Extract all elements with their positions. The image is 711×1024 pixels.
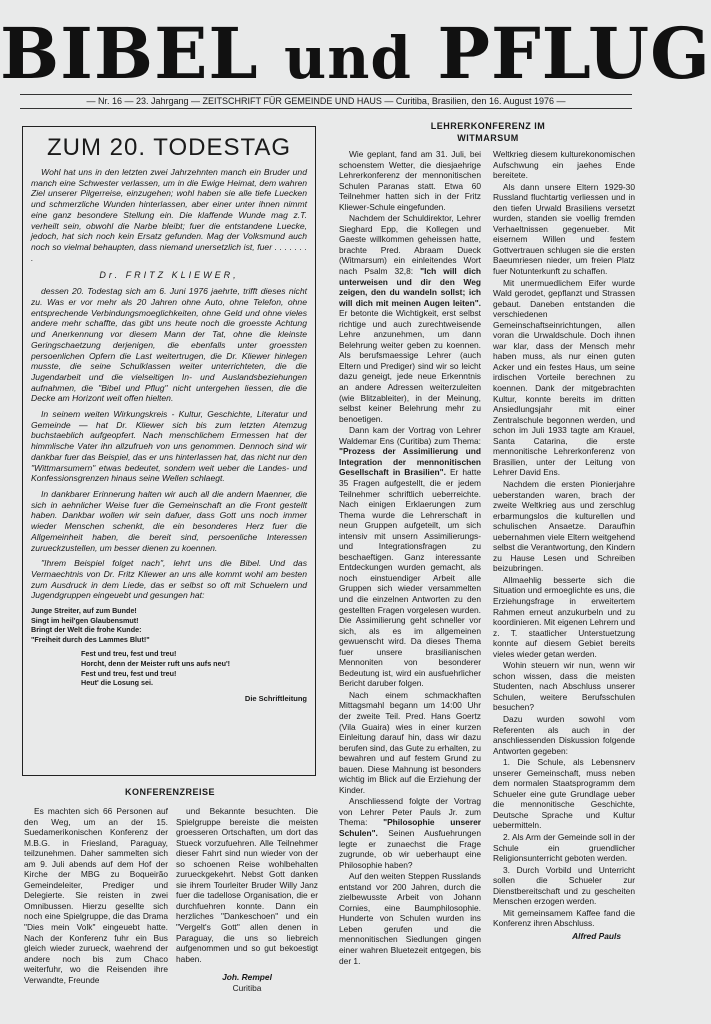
konferenzreise-paragraph: und Bekannte besuchten. Die Spielgruppe bereiste die meisten groesseren Ortschaften, um dort das Stueck vorzufuehren. Alle Teilnehmer dieser Fahrt sind nun wieder von der so schoenen Reise wohlbehalten zurueckgekehrt. Nebst Gott danken sie ihrem Tourleiter Bruder Willy Janz fuer die tadellose Organisation, die er durchfuehren konnte. Dann ein herzliches "Dankeschoen" und ein "Vergelt's Gott" allen denen in Paraguay, die uns so liebreich aufgenommen und so gut bekoestigt haben. (176, 806, 318, 964)
verse-line: Bringt der Welt die frohe Kunde: (31, 625, 142, 635)
dateline: — Nr. 16 — 23. Jahrgang — ZEITSCHRIFT FÜR GEMEINDE UND HAUS — Curitiba, Brasilien, den 16. August 1976 — (20, 94, 632, 109)
todestag-paragraph: In dankbarer Erinnerung halten wir auch all die andern Maenner, die sich in aehnlicher Weise fuer die Gemeinschaft an die Front gestellt haben. Dankbar wollen wir sein dafuer, dass Gott uns noch immer wieder Menschen schenkt, die ein besonderes Herz fuer die Allgemeinheit haben, die bereit sind, persoenliche Interessen zurueckzustellen, um besser dienen zu koennen. (31, 488, 307, 553)
verse-line: Fest und treu, fest und treu! (81, 649, 177, 659)
konferenzreise-sig-name: Joh. Rempel (222, 972, 272, 983)
lehrer-paragraph: Wie geplant, fand am 31. Juli, bei schoenstem Wetter, die diesjaehrige Lehrerkonferenz der mennonitischen Schulen Paranas statt. Etwa 60 Teilnehmer hatten sich in der Fritz Kliewer-Schule eingefunden. (339, 149, 481, 212)
lehrerkonferenz-title: LEHRERKONFERENZ IM WITMARSUM (430, 121, 546, 143)
lehrer-paragraph: Nach einem schmackhaften Mittagsmahl begann um 14:00 Uhr der zweite Teil. Pred. Hans Goertz (Vila Guaira) wies in einer kurzen Einleitung darauf hin, dass wir dazu berufen sind, das Gute zu erhalten, zu bewahren und auf festem Grund zu bauen. Diese Mahnung ist besonders wichtig im Blick auf die Erziehung der Kinder. (339, 689, 481, 795)
lehrer-paragraph: Nachdem der Schuldirektor, Lehrer Sieghard Epp, die Kollegen und Gaeste willkommen geheissen hatte, brachte Pred. Abraam Dueck (Witmarsum) ein einleitendes Wort nach Psalm 32,8: "Ich will dich unterweisen und dir den Weg zeigen, den du wandeln sollst; ich will dich mit meinen Augen leiten". Er betonte die Wichtigkeit, erst selbst richtige und auch zurechtweisende Lehre anzunehmen, um dann Belehrung weiter geben zu koennen. Als berufsmaessige Lehrer (auch Eltern und Prediger) sind wir so leicht dazu geneigt, jede neue Erkenntnis an andere Adressen weiterzuleiten (wie Blitzableiter), in der Meinung, selbst keiner Belehrung mehr zu benoetigen. (339, 213, 481, 424)
lehrer-paragraph: Weltkrieg diesem kulturekonomischen Aufschwung ein jaehes Ende bereitete. (493, 149, 635, 181)
lehrer-paragraph: Mit unermuedlichem Eifer wurde Wald gerodet, gepflanzt und Strassen gebaut. Daneben entstanden die verschiedenen Gemeinschaftseinrichtungen, allen voran die Urwaldschule. Doch ihnen war klar, dass der Mensch mehr haben muss, als nur einen guten Acker und ein festes Haus, um seine irdischen Vorteile berechnen zu koennen. Dank der mitgebrachten Kultur, konnte bereits im dritten Ansiedlungsjahr mit einer Zentralschule begonnen werden, und schon im Juli 1933 tagte am Krauel, Santa Catarina, die erste mennonitische Lehrerkonferenz von Brasilien, unter der Leitung von Lehrer David Ens. (493, 277, 635, 478)
lehrer-paragraph: Allmaehlig besserte sich die Situation und ermoeglichte es uns, die Erziehungsfrage in erweitertem Rahmen erneut anzukurbeln und zu koordinieren. Mit eigenen Lehrern und z. T. staatlicher Unterstuetzung konnte auf diesem Gebiet bereits vieles wieder getan werden. (493, 574, 635, 659)
lehrer-paragraph: 1. Die Schule, als Lebensnerv unserer Gemeinschaft, muss neben dem normalen Staatsprogramm dem Schueler eine gute Grundlage ueber die mennonitische Geschichte, Deutsche Sprache und Kultur uebermitteln. (493, 757, 635, 831)
lehrerkonferenz-column-2 (493, 149, 635, 941)
todestag-name: Dr. FRITZ KLIEWER, (99, 270, 239, 281)
todestag-signature: Die Schriftleitung (244, 693, 307, 703)
lecture-topic: "Prozess der Assimilierung und Integration der mennonitischen Gesellschaft in Brasilien". (339, 446, 481, 478)
lehrer-paragraph: Dann kam der Vortrag von Lehrer Waldemar Ens (Curitiba) zum Thema: "Prozess der Assimilierung und Integration der mennonitischen Gesellschaft in Brasilien". Er hatte 35 Fragen aufgestellt, die er jedem Teilnehmer schriftlich ueberreichte. Nach einigen Erklaerungen zum Thema wurde die Lehrerschaft in neun Gruppen aufgeteilt, um sich intensiv mit unsern Assimilierungs- und Integrationsfragen zu beschaeftigen. Ganz interessante Entdeckungen wurden gemacht, als noch einstuendiger Arbeit alle Gruppen sich wieder versammelten und die einzelnen Antworten zu den gestellten Fragen vorgelesen wurden. Die Assimilierung geht schneller vor sich, als es im allgemeinen gewuenscht wird. Da dieses Thema fuer unsere brasilianischen Mennoniten von besonderer Bedeutung ist, wird ein ausfuehrlicher Bericht daruber folgen. (339, 425, 481, 689)
konferenzreise-column-1 (24, 806, 168, 986)
masthead-und: und (284, 24, 412, 92)
todestag-intro: Wohl hat uns in den letzten zwei Jahrzehnten manch ein Bruder und manch eine Schwester verlassen, um in die Ewige Heimat, dem wahren Ziel unserer Pilgerreise, einzugehen; wohl haben sie alle tiefe Luecken und schmerzliche Wunden hinterlassen, aber einer unter ihnen nimmt eine ganz besondere Stellung ein. Die klaffende Wunde mag z.T. verheilt sein, obwohl die Narbe bleibt; fuer die entstandene Luecke, jedoch, hat sich noch kein Ersatz gefunden. Mag der Volksmund auch noch so vielmal behaupten, dass niemand unersetzlich ist, fuer . . . . . . . . (31, 167, 307, 263)
lehrerkonferenz-column-1 (339, 149, 481, 967)
konferenzreise-column-2 (176, 806, 318, 993)
verse-line: Singt im heil'gen Glaubensmut! (31, 615, 139, 625)
todestag-paragraph: In seinem weiten Wirkungskreis - Kultur, Geschichte, Literatur und Gemeinde — hat Dr. Kliewer sich bis zum letzten Atemzug buchstaeblich aufgeopfert. Nach menschlichem Ermessen hat der himmlische Vater ihn allzufrueh von uns genommen. Dennoch sind wir dankbar fuer das Beispiel, das er uns hinterlassen hat, das nicht nur den "Wittmarsumern" etwas bedeutet, sondern weit ueber die Landes- und Konfessionsgrenzen hinaus seine Wellen schlaegt. (31, 409, 307, 484)
verse-line: Junge Streiter, auf zum Bunde! (31, 606, 137, 616)
lehrer-paragraph: Wohin steuern wir nun, wenn wir schon wissen, dass die meisten Studenten, nach Abschluss unserer Schulen, weitere Berufsschulen besuchen? (493, 660, 635, 713)
lehrer-paragraph: Auf den weiten Steppen Russlands entstand vor 200 Jahren, durch die zielbewusste Arbeit von Johann Cornies, eine Baumphilosophie. Hunderte von Schulen wurden ins Leben gerufen und die mennonitischen Siedlungen gingen einer wahren Bluetezeit entgegen, bis der 1. (339, 871, 481, 966)
lecture-topic: "Philosophie unserer Schulen". (339, 817, 481, 838)
masthead (0, 12, 711, 98)
lehrerkonferenz-signature: Alfred Pauls (572, 930, 621, 941)
todestag-title: ZUM 20. TODESTAG (46, 134, 292, 161)
konferenzreise-paragraph: Es machten sich 66 Personen auf den Weg, um an der 15. Suedamerikonischen Konferenz der M.B.G. in Friesland, Paraguay, teilzunehmen. Daher sammelten sich am 9. Juli abends auf dem Hof der Kirche der MBG zu Boqueirão Gemeindeleiter, Prediger und Delegierte. Sie reisten in zwei Omnibussen. Hierzu gesellte sich noch eine Spielgruppe, die das Drama "Dies mein Volk" eingeuebt hatte. Nach der Konferenz fuhr ein Bus gleich wieder zurueck, waehrend der andere noch bis zum Chaco weiterfuhr, wo die Reisenden ihre Verwandte, Freunde (24, 806, 168, 985)
lehrerkonferenz-heading-wrap (418, 120, 558, 144)
todestag-box (22, 126, 316, 776)
verse-line: Heut' die Losung sei. (81, 678, 153, 688)
konferenzreise-sig-place: Curitiba (232, 982, 262, 993)
verse-line: Horcht, denn der Meister ruft uns aufs neu'! (81, 658, 231, 668)
lehrer-paragraph: Mit gemeinsamem Kaffee fand die Konferenz ihren Abschluss. (493, 907, 635, 929)
lehrer-paragraph: 3. Durch Vorbild und Unterricht sollen die Schueler zur Dienstbereitschaft und zu gescheiten Menschen erzogen werden. (493, 864, 635, 907)
lehrer-paragraph: Als dann unsere Eltern 1929-30 Russland fluchtartig verliessen und in den tiefen Urwald Brasiliens versetzt wurden, standen sie voellig fremden Verhaeltnissen gegenueber. Mit eisernem Willen und festem Gottvertrauen schlugen sie die ersten Baeumriesen nieder, um freien Platz fuer Notunterkunft zu schaffen. (493, 181, 635, 277)
masthead-pflug: PFLUG (437, 12, 711, 95)
lehrer-paragraph: Dazu wurden sowohl vom Referenten als auch in der anschliessenden Diskussion folgende Antworten gegeben: (493, 713, 635, 756)
todestag-paragraph: dessen 20. Todestag sich am 6. Juni 1976 jaehrte, trifft dieses nicht zu. Was er vor mehr als 20 Jahren ohne Auto, ohne Telefon, ohne entsprechende Verbindungsmoeglichkeiten, ohne Geld und ohne vieles andere mehr schaffte, das gibt uns heute noch die groesste Achtung und Anerkennung vor diesem Mann der Tat, ohne die kleinste Geringschaetzung derjenigen, die ebenfalls unter groessten persoenlichen Opfern die Last weitertrugen, die Dr. Kliewer hinlegen musste, die seine Schulklassen weiter unterrichteten, die die Jugendarbeit und die vielseitigen In- und Auslandsbeziehungen aufnahmen, die "Bibel und Pflug" nicht untergehen liessen, die die Decke am Horizont weit offen hielten. (31, 286, 307, 404)
bible-quote: "Ich will dich unterweisen und dir den Weg zeigen, den du wandeln sollst; ich will dich mit meinen Augen leiten". (339, 266, 481, 308)
todestag-paragraph: "Ihrem Beispiel folget nach", lehrt uns die Bibel. Und das Vermaechtnis von Dr. Fritz Kliewer an uns alle kommt wohl am besten zum Ausdruck in dem Liede, das er selbst so oft mit Schuelern und Jugendgruppen eingeuebt und gesungen hat: (31, 558, 307, 601)
song-verse (31, 606, 307, 688)
verse-line: Fest und treu, fest und treu! (81, 668, 177, 678)
konferenzreise-signature (176, 972, 318, 993)
konferenzreise-heading-wrap (22, 786, 318, 798)
lehrer-paragraph: 2. Als Arm der Gemeinde soll in der Schule ein gruendlicher Religionsunterricht geboten werden. (493, 832, 635, 864)
verse-line: "Freiheit durch des Lammes Blut!" (31, 634, 150, 644)
lehrer-paragraph: Nachdem die ersten Pionierjahre ueberstanden waren, brach der zweite Weltkrieg aus und zerschlug erbarmungslos die kulturellen und schulischen Ansaetze. Daraufhin uebernahmen viele Eltern weitgehend selbst die Verantwortung, den Kindern zu Hause Lesen und Schreiben beizubringen. (493, 478, 635, 574)
konferenzreise-title: KONFERENZREISE (124, 787, 215, 797)
lehrer-paragraph: Anschliessend folgte der Vortrag von Lehrer Peter Pauls Jr. zum Thema: "Philosophie unserer Schulen". Seinen Ausfuehrungen legte er zunaechst die Frage zugrunde, ob wir ueberhaupt eine Philosophie haben? (339, 796, 481, 870)
masthead-bibel: BIBEL (0, 12, 259, 95)
